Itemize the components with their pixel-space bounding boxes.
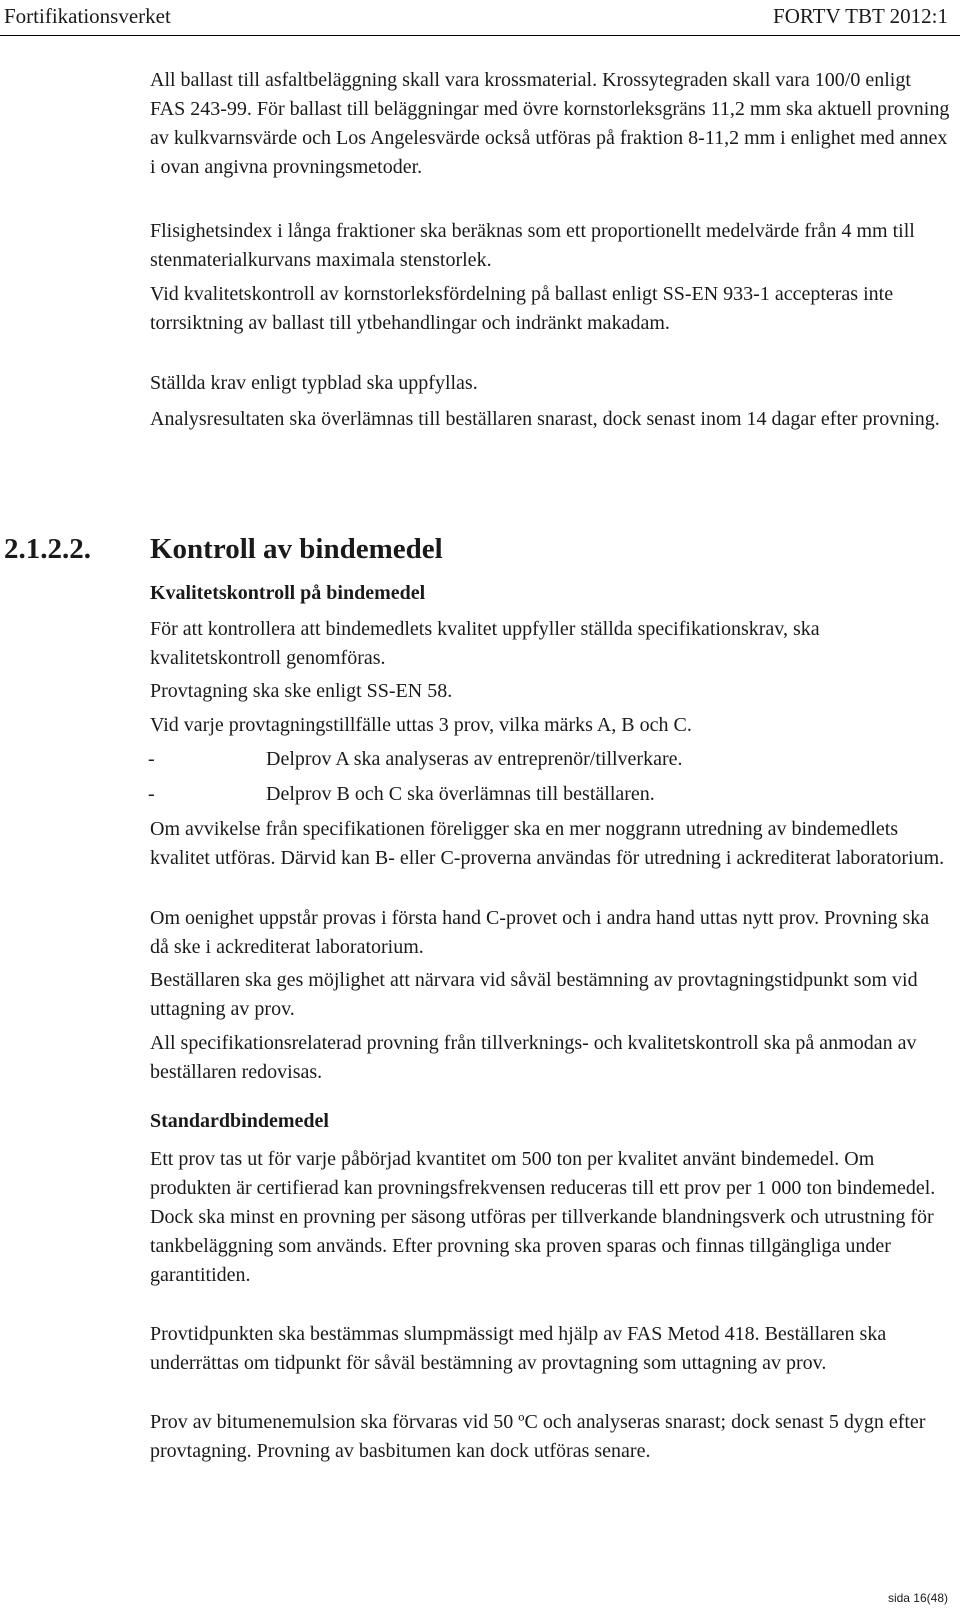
document-id: FORTV TBT 2012:1 (773, 4, 948, 28)
paragraph-bitumenemulsion: Prov av bitumenemulsion ska förvaras vid 50 ºC och analyseras snarast; dock senast 5 dygn efter provtagning. Provning av basbitumen kan dock utföras senare. (150, 1411, 926, 1462)
bullet-marker: - (148, 748, 155, 770)
section-title: Kontroll av bindemedel (150, 533, 443, 565)
paragraph-stallda-krav: Ställda krav enligt typblad ska uppfyllas. (150, 372, 478, 394)
paragraph-oenighet: Om oenighet uppstår provas i första hand C-provet och i andra hand uttas nytt prov. Provning ska då ske i ackrediterat laboratorium. (150, 907, 930, 958)
paragraph-prov-tas-ut: Ett prov tas ut för varje påbörjad kvantitet om 500 ton per kvalitet använt bindemedel. Om produkten är certifierad kan provningsfrekvensen reduceras till ett prov per 1 000 ton bindemedel. Dock ska minst en provning per säsong utföras per tillverkande blandningsverk och utrustning för tankbeläggning som används. Efter provning ska proven sparas och finnas tillgängliga under garantitiden. (150, 1148, 936, 1286)
paragraph-analysresultaten: Analysresultaten ska överlämnas till beställaren snarast, dock senast inom 14 dagar efter provning. (150, 408, 940, 430)
paragraph-avvikelse: Om avvikelse från specifikationen föreligger ska en mer noggrann utredning av bindemedlets kvalitet utföras. Därvid kan B- eller C-proverna användas för utredning i ackrediterat laboratorium. (150, 818, 945, 869)
bullet-marker: - (148, 783, 155, 805)
organization-name: Fortifikationsverket (4, 4, 171, 28)
paragraph-ballast: All ballast till asfaltbeläggning skall vara krossmaterial. Krossytegraden skall vara 100/0 enligt FAS 243-99. För ballast till beläggningar med övre kornstorleksgräns 11,2 mm ska aktuell provning av kulkvarnsvärde och Los Angelesvärde också utföras på fraktion 8-11,2 mm i enlighet med annex i ovan angivna provningsmetoder. (150, 69, 950, 178)
page-header (0, 0, 960, 36)
paragraph-provtidpunkten: Provtidpunkten ska bestämmas slumpmässigt med hjälp av FAS Metod 418. Beställaren ska underrättas om tidpunkt för såväl bestämning av provtagning som uttagning av prov. (150, 1323, 887, 1374)
paragraph-narvara: Beställaren ska ges möjlighet att närvara vid såväl bestämning av provtagningstidpunkt som vid uttagning av prov. (150, 969, 918, 1020)
paragraph-kontrollera: För att kontrollera att bindemedlets kvalitet uppfyller ställda specifikationskrav, ska kvalitetskontroll genomföras. (150, 618, 820, 669)
paragraph-redovisas: All specifikationsrelaterad provning från tillverknings- och kvalitetskontroll ska på anmodan av beställaren redovisas. (150, 1032, 917, 1083)
subheading-kvalitetskontroll: Kvalitetskontroll på bindemedel (150, 582, 426, 604)
section-number: 2.1.2.2. (4, 533, 91, 565)
paragraph-flisighetsindex: Flisighetsindex i långa fraktioner ska beräknas som ett proportionellt medelvärde från 4 mm till stenmaterialkurvans maximala stenstorlek. (150, 220, 915, 271)
paragraph-provtagning: Provtagning ska ske enligt SS-EN 58. (150, 680, 453, 702)
paragraph-kvalitetskontroll-ballast: Vid kvalitetskontroll av kornstorleksfördelning på ballast enligt SS-EN 933-1 accepteras inte torrsiktning av ballast till ytbehandlingar och indränkt makadam. (150, 283, 894, 334)
page-number: sida 16(48) (887, 1591, 948, 1605)
bullet-item: Delprov B och C ska överlämnas till beställaren. (266, 783, 655, 805)
subheading-standardbindemedel: Standardbindemedel (150, 1110, 329, 1132)
paragraph-provtagningstillfalle: Vid varje provtagningstillfälle uttas 3 prov, vilka märks A, B och C. (150, 714, 692, 736)
bullet-item: Delprov A ska analyseras av entreprenör/tillverkare. (266, 748, 683, 770)
